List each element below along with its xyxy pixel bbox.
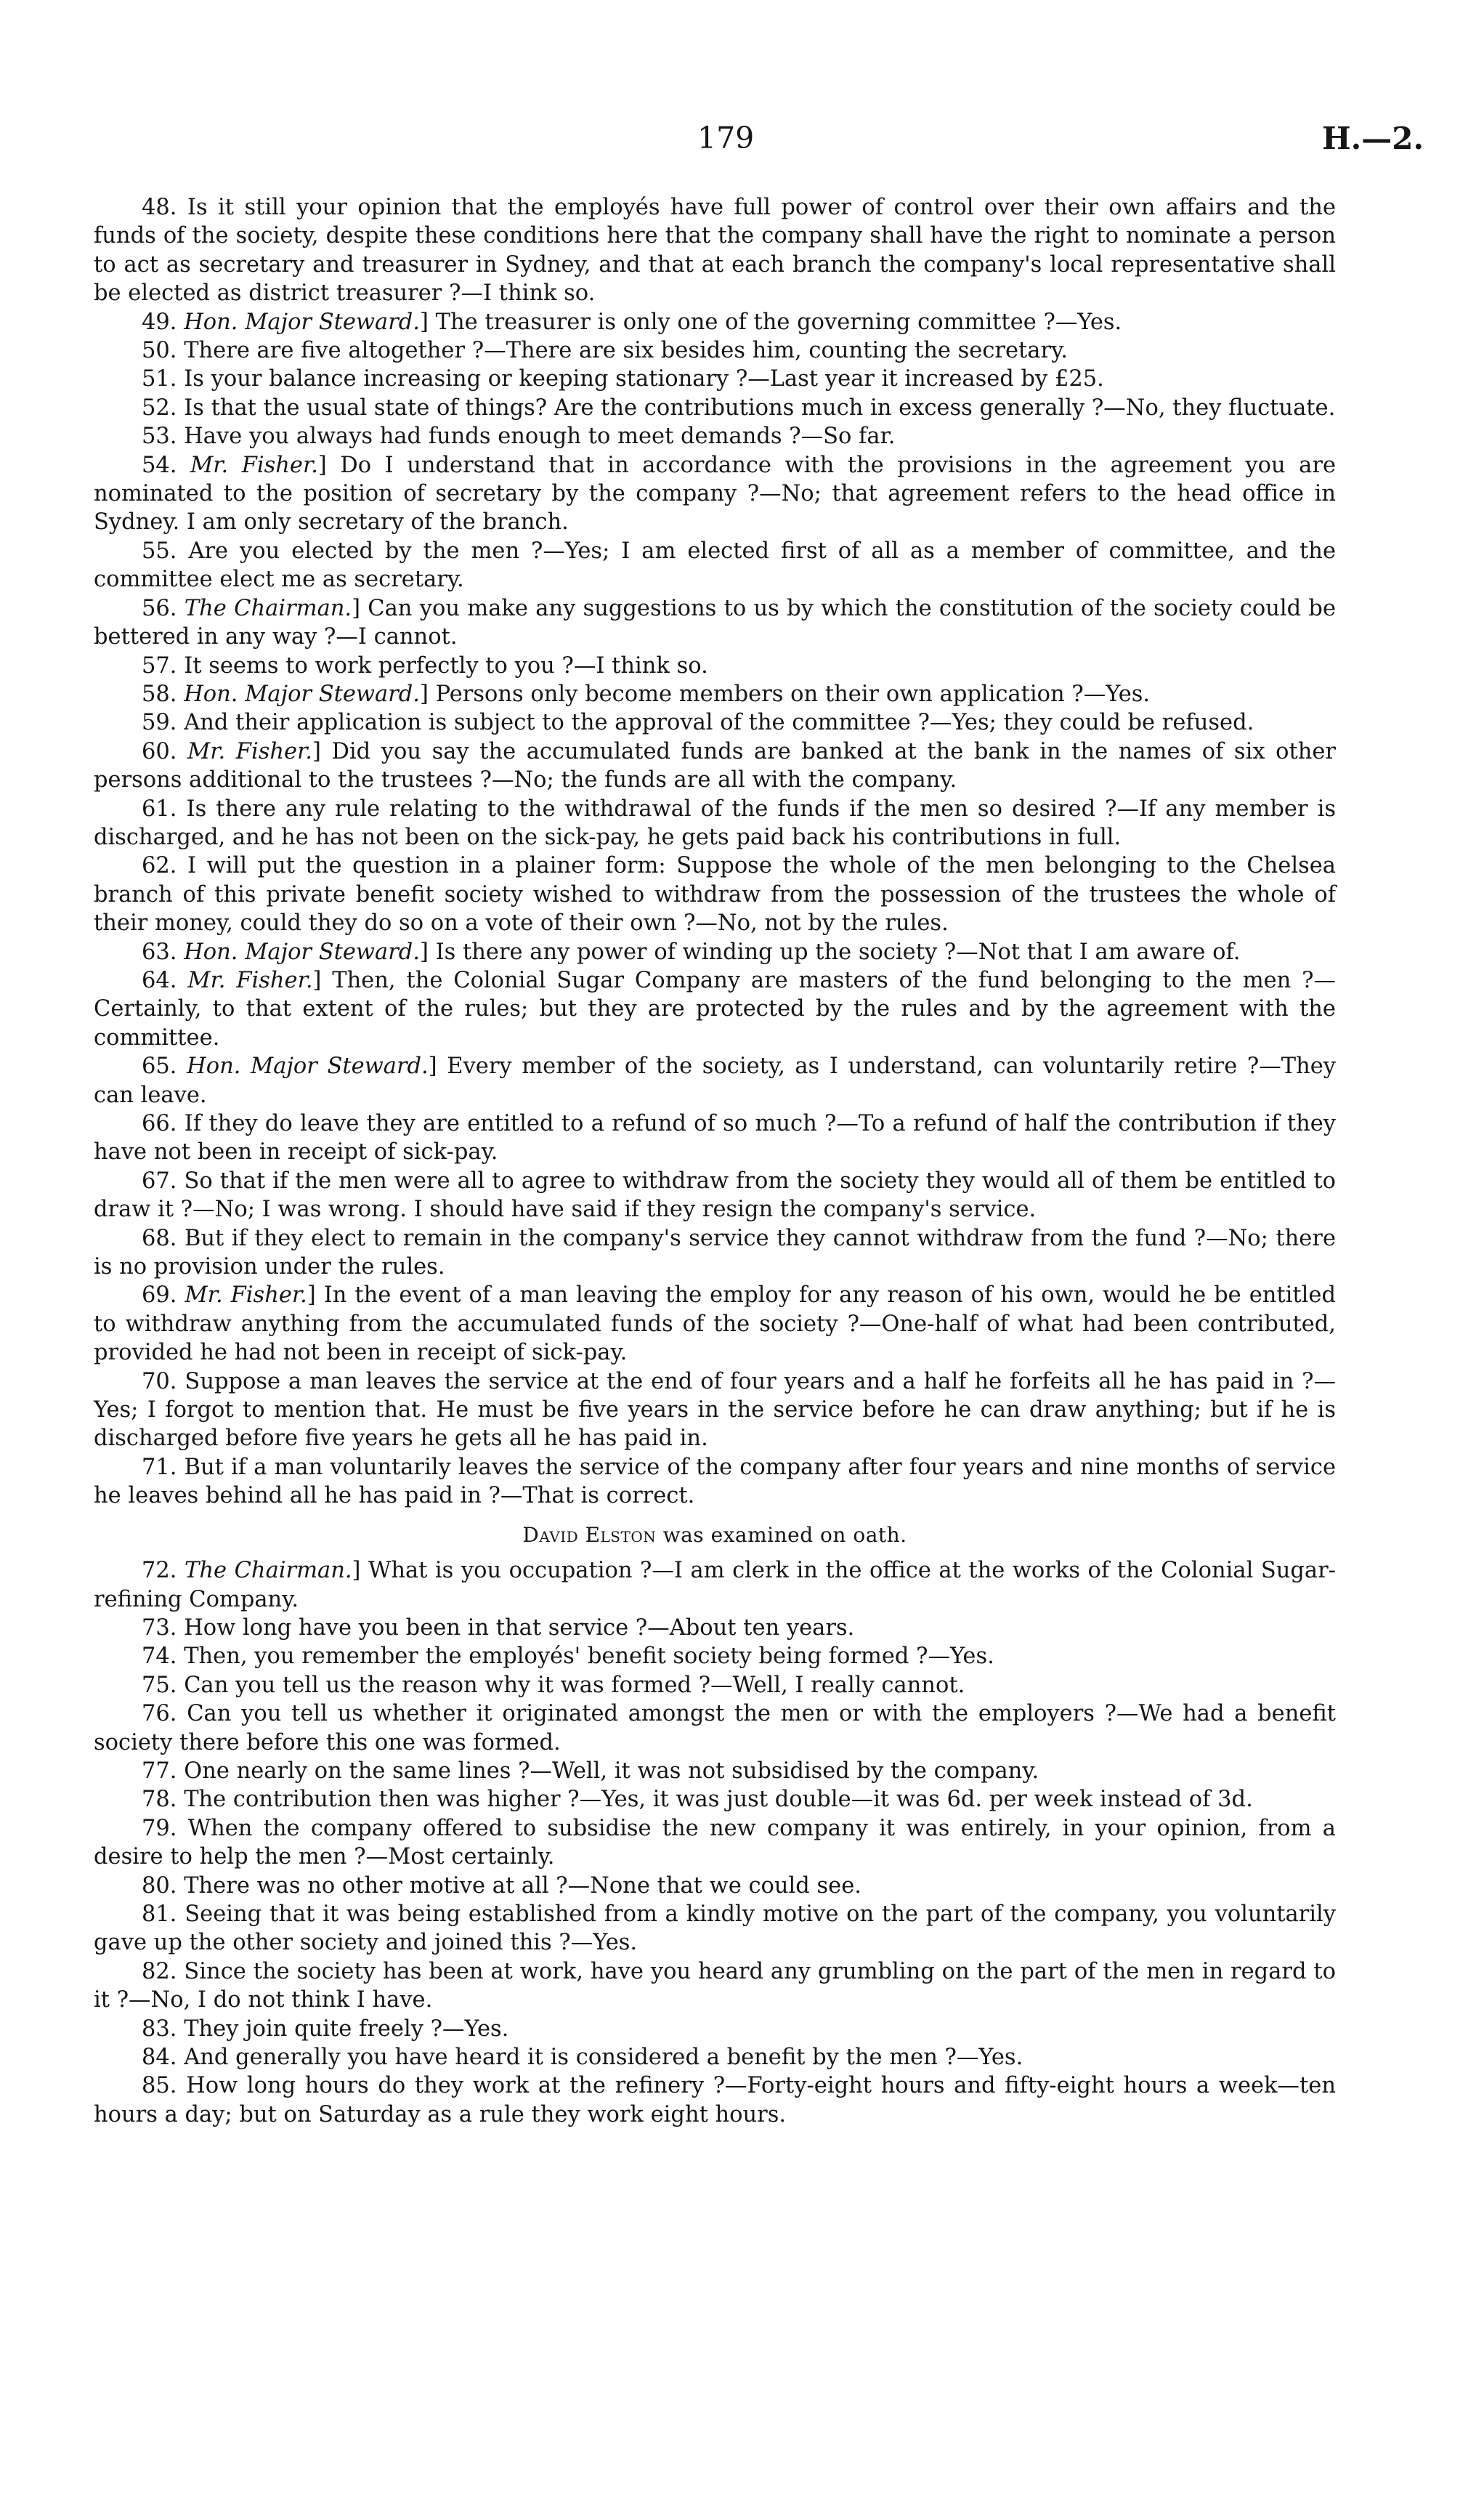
paragraph-lead: 49. (142, 309, 185, 335)
speaker-name: Hon. Major Steward. (184, 939, 420, 965)
paragraph-lead: 63. (142, 939, 185, 965)
question-paragraph (94, 795, 1336, 852)
paragraph-lead: 62. I will put the question in a plainer form: Suppose the whole of the men belonging to the Chelsea branch of this private benefit society wished to withdraw from the possession of the trustees the whole of their money, could they do so on a vote of their own ?—No, not by the rules. (94, 853, 1336, 937)
paragraph-lead: 83. They join quite freely ?—Yes. (142, 2016, 509, 2042)
speaker-name: Mr. Fisher. (190, 452, 318, 478)
speaker-name: Mr. Fisher. (187, 738, 312, 764)
paragraph-lead: 48. Is it still your opinion that the employés have full power of control over their own affairs and the funds of the society, despite these conditions here that the company shall have the right to nominate a person to act as secretary and treasurer in Sydney, and that at each branch the company's local representative shall be elected as district treasurer ?—I think so. (94, 195, 1336, 307)
question-paragraph (94, 537, 1336, 594)
paragraph-lead: 80. There was no other motive at all ?—None that we could see. (142, 1872, 861, 1899)
paragraph-text: ] Is there any power of winding up the society ?—Not that I am aware of. (420, 939, 1241, 965)
question-paragraph (94, 1872, 1336, 1900)
paragraph-lead: 55. Are you elected by the men ?—Yes; I am elected first of all as a member of committee, and the committee elect me as secretary. (94, 538, 1336, 593)
paragraph-lead: 85. How long hours do they work at the refinery ?—Forty-eight hours and fifty-eight hours a week—ten hours a day; but on Saturday as a rule they work eight hours. (94, 2073, 1336, 2127)
question-paragraph (94, 938, 1336, 966)
question-paragraph (94, 1281, 1336, 1367)
question-paragraph (94, 1671, 1336, 1699)
question-paragraph (94, 2015, 1336, 2043)
paragraph-lead: 79. When the company offered to subsidise the new company it was entirely, in your opinion, from a desire to help the men ?—Most certainly. (94, 1815, 1336, 1870)
paragraph-lead: 52. Is that the usual state of things? Are the contributions much in excess generally ?—No, they fluctuate. (142, 395, 1336, 421)
paragraph-lead: 57. It seems to work perfectly to you ?—I think so. (142, 652, 708, 679)
paragraph-lead: 81. Seeing that it was being established from a kindly motive on the part of the company, you voluntarily gave up the other society and joined this ?—Yes. (94, 1901, 1336, 1956)
question-paragraph (94, 1367, 1336, 1453)
paragraph-lead: 82. Since the society has been at work, have you heard any grumbling on the part of the men in regard to it ?—No, I do not think I have. (94, 1958, 1336, 2013)
question-paragraph (94, 680, 1336, 708)
paragraph-lead: 77. One nearly on the same lines ?—Well, it was not subsidised by the company. (142, 1758, 1039, 1784)
paragraph-lead: 74. Then, you remember the employés' benefit society being formed ?—Yes. (142, 1644, 994, 1670)
question-paragraph (94, 1699, 1336, 1757)
paragraph-lead: 73. How long have you been in that service ?—About ten years. (142, 1614, 855, 1641)
question-paragraph (94, 708, 1336, 737)
question-paragraph (94, 1957, 1336, 2015)
question-paragraph (94, 1556, 1336, 1614)
paragraph-text: ] What is you occupation ?—I am clerk in the office at the works of the Colonial Sugar-refining Company. (94, 1558, 1336, 1612)
question-paragraph (94, 852, 1336, 937)
paragraph-lead: 64. (142, 967, 188, 993)
paragraph-text: ] Did you say the accumulated funds are banked at the bank in the names of six other persons additional to the trustees ?—No; the funds are all with the company. (94, 738, 1337, 793)
paragraph-lead: 67. So that if the men were all to agree to withdraw from the society they would all of them be entitled to draw it ?—No; I was wrong. I should have said if they resign the company's service. (94, 1168, 1336, 1223)
paragraph-lead: 72. (142, 1558, 185, 1584)
paragraph-text: ] Do I understand that in accordance with the provisions in the agreement you are nominated to the position of secretary by the company ?—No; that agreement refers to the head office in Sydney. I am only secretary of the branch. (94, 452, 1336, 535)
testimony-section-b (94, 1556, 1336, 2129)
question-paragraph (94, 336, 1336, 365)
question-paragraph (94, 1224, 1336, 1282)
question-paragraph (94, 1614, 1336, 1642)
paragraph-lead: 61. Is there any rule relating to the withdrawal of the funds if the men so desired ?—If any member is discharged, and he has not been on the sick-pay, he gets paid back his contributions in full. (94, 796, 1336, 850)
paragraph-lead: 56. (142, 595, 185, 621)
question-paragraph (94, 1453, 1336, 1511)
speaker-name: The Chairman. (185, 1558, 352, 1584)
paragraph-text: ] Persons only become members on their own application ?—Yes. (420, 681, 1151, 707)
question-paragraph (94, 737, 1336, 795)
question-paragraph (94, 966, 1336, 1052)
question-paragraph (94, 193, 1336, 308)
question-paragraph (94, 1642, 1336, 1670)
body-text (94, 193, 1336, 2129)
question-paragraph (94, 1814, 1336, 1872)
question-paragraph (94, 1757, 1336, 1785)
witness-heading (94, 1521, 1336, 1549)
paragraph-lead: 75. Can you tell us the reason why it was formed ?—Well, I really cannot. (142, 1672, 965, 1698)
paragraph-lead: 69. (142, 1282, 185, 1309)
question-paragraph (94, 422, 1336, 450)
paragraph-lead: 60. (142, 738, 188, 764)
paragraph-text: ] Every member of the society, as I understand, can voluntarily retire ?—They can leave. (94, 1054, 1337, 1108)
question-paragraph (94, 2072, 1336, 2129)
speaker-name: Mr. Fisher. (185, 1282, 307, 1309)
paragraph-lead: 58. (142, 681, 185, 707)
paragraph-lead: 50. There are five altogether ?—There are six besides him, counting the secretary. (142, 338, 1068, 364)
speaker-name: Hon. Major Steward. (184, 681, 420, 707)
paragraph-lead: 68. But if they elect to remain in the company's service they cannot withdraw from the fund ?—No; there is no provision under the rules. (94, 1225, 1336, 1280)
paragraph-lead: 76. Can you tell us whether it originated amongst the men or with the employers ?—We had a benefit society there before this one was formed. (94, 1701, 1336, 1755)
question-paragraph (94, 1785, 1336, 1814)
question-paragraph (94, 2043, 1336, 2072)
paragraph-text: ] Then, the Colonial Sugar Company are masters of the fund belonging to the men ?—Certainly, to that extent of the rules; but they are protected by the rules and by the agreement with the committee. (94, 967, 1336, 1051)
paragraph-lead: 78. The contribution then was higher ?—Yes, it was just double—it was 6d. per week instead of 3d. (142, 1787, 1253, 1813)
page-number: 179 (697, 121, 755, 155)
question-paragraph (94, 652, 1336, 680)
question-paragraph (94, 1167, 1336, 1224)
document-code: H.—2. (1322, 121, 1424, 156)
witness-name: David Elston (522, 1522, 657, 1547)
paragraph-lead: 51. Is your balance increasing or keeping stationary ?—Last year it increased by £25. (142, 366, 1104, 392)
paragraph-lead: 65. (142, 1054, 187, 1080)
question-paragraph (94, 308, 1336, 336)
question-paragraph (94, 1052, 1336, 1109)
paragraph-lead: 66. If they do leave they are entitled to a refund of so much ?—To a refund of half the contribution if they have not been in receipt of sick-pay. (94, 1111, 1336, 1165)
question-paragraph (94, 1109, 1336, 1167)
paragraph-text: ] The treasurer is only one of the governing committee ?—Yes. (420, 309, 1122, 335)
paragraph-lead: 54. (142, 452, 191, 478)
question-paragraph (94, 394, 1336, 422)
question-paragraph (94, 451, 1336, 537)
paragraph-lead: 59. And their application is subject to the approval of the committee ?—Yes; they could be refused. (142, 710, 1254, 736)
paragraph-text: ] Can you make any suggestions to us by which the constitution of the society could be bettered in any way ?—I cannot. (94, 595, 1336, 650)
question-paragraph (94, 1900, 1336, 1957)
speaker-name: Hon. Major Steward. (187, 1054, 429, 1080)
question-paragraph (94, 594, 1336, 652)
speaker-name: Mr. Fisher. (187, 967, 313, 993)
question-paragraph (94, 365, 1336, 393)
paragraph-lead: 71. But if a man voluntarily leaves the service of the company after four years and nine months of service he leaves behind all he has paid in ?—That is correct. (94, 1454, 1336, 1509)
paragraph-lead: 70. Suppose a man leaves the service at the end of four years and a half he forfeits all he has paid in ?—Yes; I forgot to mention that. He must be five years in the service before he can draw anything; but if he is discharged before five years he gets all he has paid in. (94, 1368, 1336, 1452)
witness-heading-text: was examined on oath. (656, 1522, 907, 1547)
speaker-name: Hon. Major Steward. (184, 309, 420, 335)
paragraph-lead: 84. And generally you have heard it is considered a benefit by the men ?—Yes. (142, 2045, 1023, 2070)
testimony-section-a (94, 193, 1336, 1511)
paragraph-text: ] In the event of a man leaving the employ for any reason of his own, would he be entitled to withdraw anything from the accumulated funds of the society ?—One-half of what had been contributed, provided he had not been in receipt of sick-pay. (94, 1282, 1336, 1366)
paragraph-lead: 53. Have you always had funds enough to meet demands ?—So far. (142, 424, 896, 450)
speaker-name: The Chairman. (184, 595, 352, 621)
